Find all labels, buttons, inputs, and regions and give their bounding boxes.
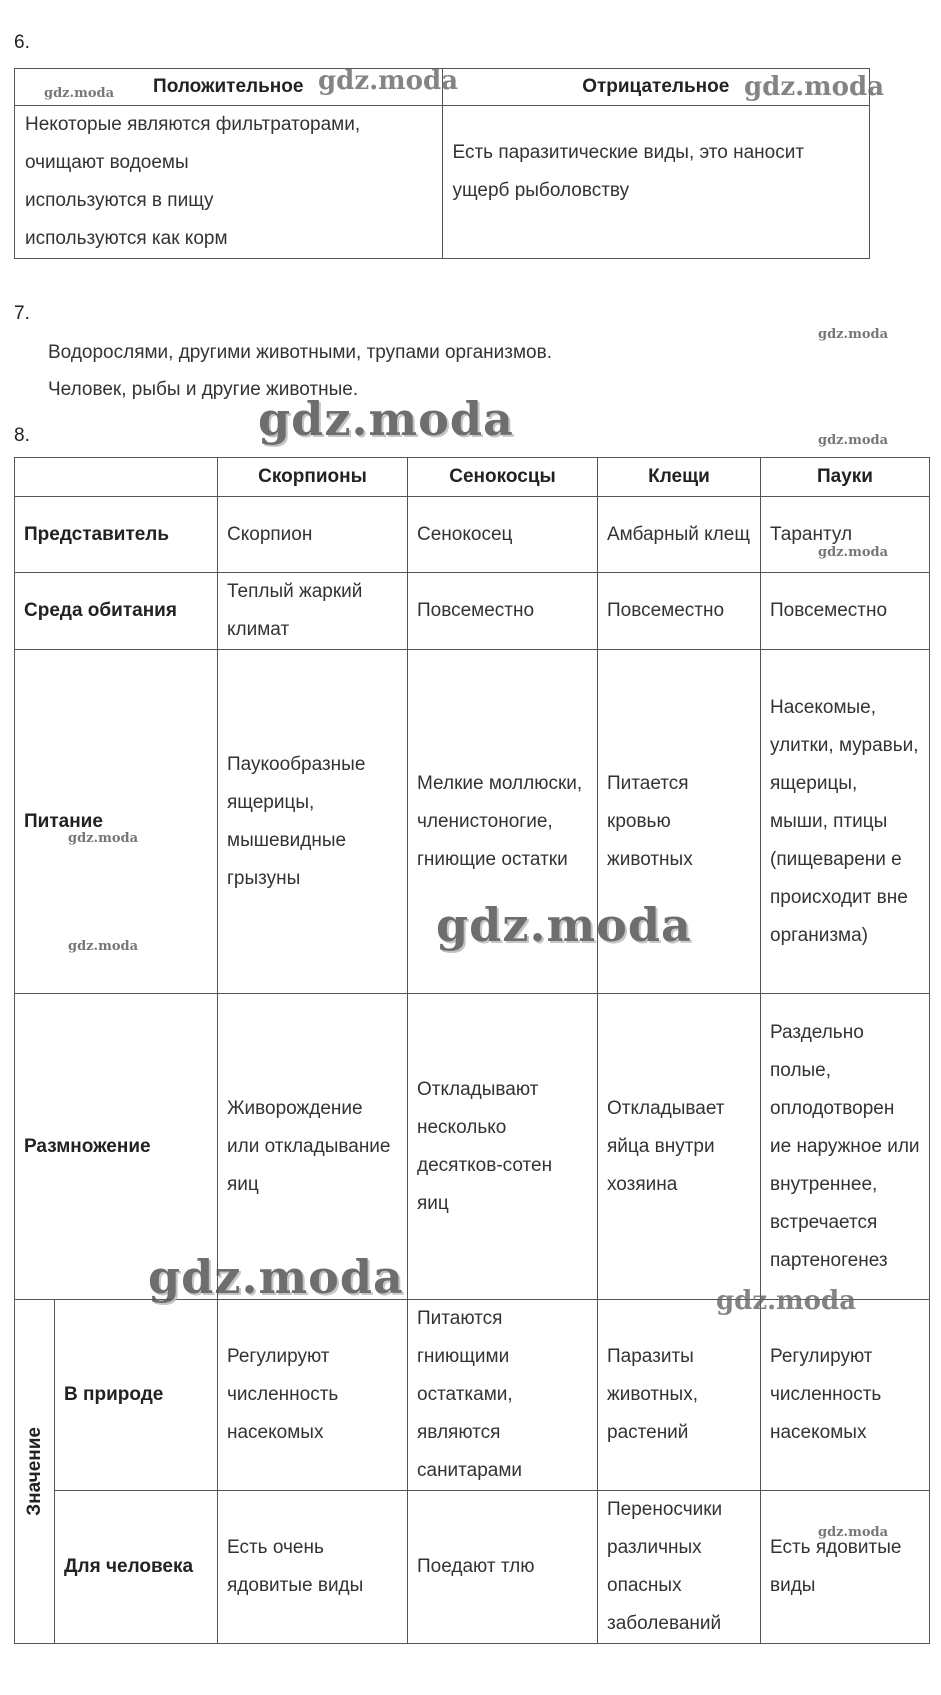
q8-cell: Повсеместно	[598, 573, 761, 650]
q8-table	[14, 457, 930, 1644]
q7-answer-line: Человек, рыбы и другие животные.	[48, 379, 359, 400]
q6-positive-cell	[15, 106, 443, 259]
q8-cell: Тарантул	[761, 497, 930, 573]
q8-cell: Есть очень ядовитые виды	[218, 1491, 408, 1644]
q8-cell: Паукообразные ящерицы, мышевидные грызуны	[218, 650, 408, 994]
watermark: gdz.moda	[436, 898, 692, 952]
q8-cell: Регулируют численность насекомых	[761, 1300, 930, 1491]
q6-table	[14, 68, 870, 259]
q8-col-header: Скорпионы	[218, 458, 408, 497]
q6-positive-line: Некоторые являются фильтраторами,	[25, 114, 361, 135]
q8-significance-cell	[15, 1300, 55, 1644]
question-6-number: 6.	[14, 32, 30, 53]
q6-negative-cell	[442, 106, 870, 259]
q8-cell: Скорпион	[218, 497, 408, 573]
q8-col-header: Клещи	[598, 458, 761, 497]
q6-positive-line: используются как корм	[25, 228, 228, 249]
q8-cell: Питаются гниющими остатками, являются санитарами	[408, 1300, 598, 1491]
q8-cell: Откладывают несколько десятков-сотен яиц	[408, 994, 598, 1300]
q8-cell: Мелкие моллюски, членистоногие, гниющие остатки	[408, 650, 598, 994]
watermark: gdz.moda	[818, 1525, 889, 1540]
watermark: gdz.moda	[318, 66, 459, 96]
watermark: gdz.moda	[44, 86, 115, 101]
q8-cell: Переносчики различных опасных заболеваний	[598, 1491, 761, 1644]
watermark: gdz.moda	[148, 1250, 404, 1304]
q8-cell: Поедают тлю	[408, 1491, 598, 1644]
q8-cell: Амбарный клещ	[598, 497, 761, 573]
q8-row-label: Размножение	[15, 994, 218, 1300]
q8-cell: Живорождение или откладывание яиц	[218, 994, 408, 1300]
q8-cell: Теплый жаркий климат	[218, 573, 408, 650]
q8-corner-cell	[15, 458, 218, 497]
watermark: gdz.moda	[818, 545, 889, 560]
q8-row-label: Среда обитания	[15, 573, 218, 650]
q6-positive-line: очищают водоемы	[25, 152, 189, 173]
watermark: gdz.moda	[716, 1286, 857, 1316]
q8-significance-label: Значение	[23, 1427, 45, 1516]
q8-cell: Есть ядовитые виды	[761, 1491, 930, 1644]
q8-cell: Откладывает яйца внутри хозяина	[598, 994, 761, 1300]
q8-cell: Повсеместно	[761, 573, 930, 650]
q8-cell: Повсеместно	[408, 573, 598, 650]
watermark: gdz.moda	[68, 939, 139, 954]
q8-cell: Насекомые, улитки, муравьи, ящерицы, мыши, птицы (пищеварени е происходит вне организма)	[761, 650, 930, 994]
q8-col-header: Сенокосцы	[408, 458, 598, 497]
watermark: gdz.moda	[818, 433, 889, 448]
q8-row-label: Питание	[15, 650, 218, 994]
watermark: gdz.moda	[818, 327, 889, 342]
watermark: gdz.moda	[68, 831, 139, 846]
q8-row-label: Для человека	[55, 1491, 218, 1644]
q6-header-positive: Положительное	[15, 69, 443, 106]
watermark: gdz.moda	[744, 72, 885, 102]
question-7-number: 7.	[14, 303, 30, 324]
watermark: gdz.moda	[258, 392, 514, 446]
q6-negative-line: Есть паразитические виды, это наносит	[452, 142, 805, 163]
question-8-number: 8.	[14, 425, 30, 446]
q8-cell: Паразиты животных, растений	[598, 1300, 761, 1491]
q6-header-negative: Отрицательное	[442, 69, 870, 106]
q8-cell: Раздельно полые, оплодотворен ие наружное или внутреннее, встречается партеногенез	[761, 994, 930, 1300]
q8-cell: Регулируют численность насекомых	[218, 1300, 408, 1491]
q7-answer-line: Водорослями, другими животными, трупами организмов.	[48, 342, 552, 363]
q8-row-label: Представитель	[15, 497, 218, 573]
q6-negative-line: ущерб рыболовству	[452, 180, 630, 201]
q8-col-header: Пауки	[761, 458, 930, 497]
q6-positive-line: используются в пищу	[25, 190, 214, 211]
q8-row-label: В природе	[55, 1300, 218, 1491]
q8-cell: Питается кровью животных	[598, 650, 761, 994]
q8-cell: Сенокосец	[408, 497, 598, 573]
